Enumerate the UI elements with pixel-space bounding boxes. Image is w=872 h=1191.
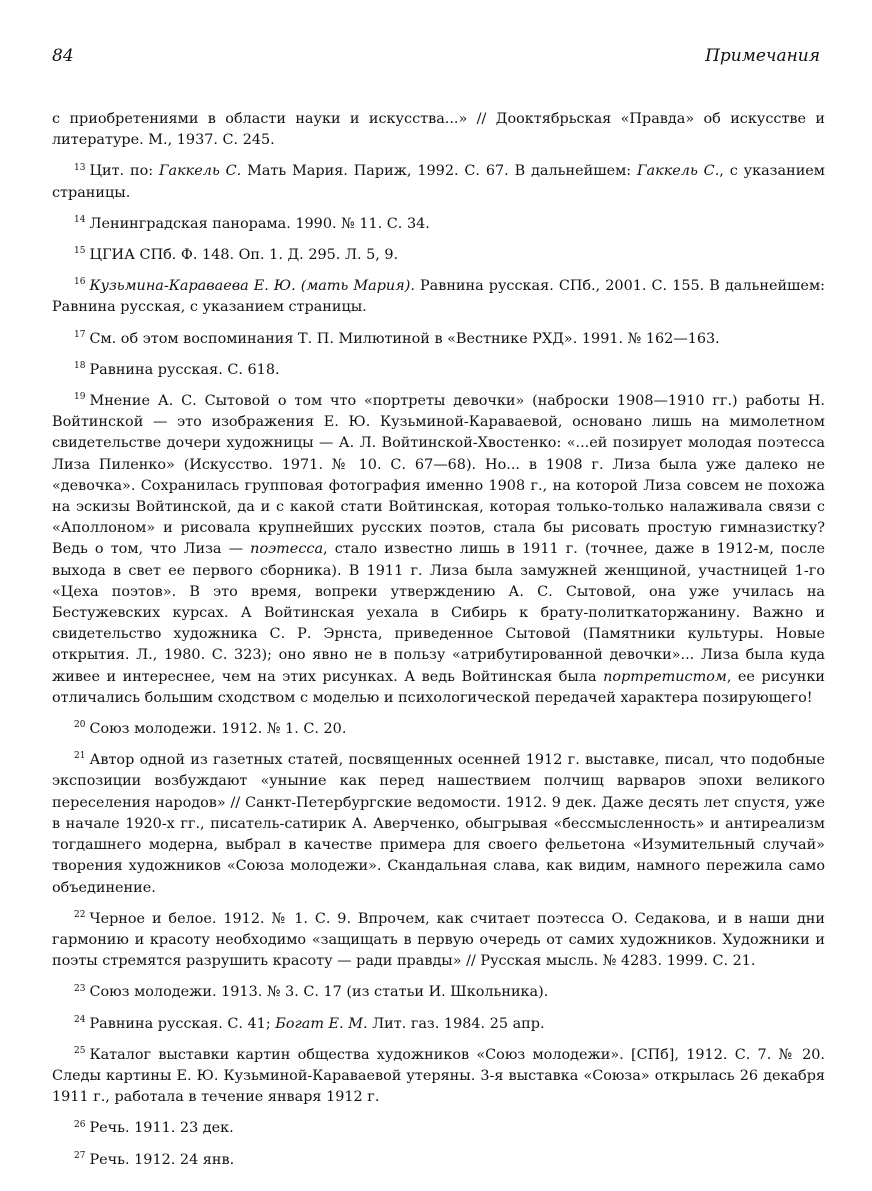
note-14 <box>52 214 825 235</box>
note-number: 19 <box>74 392 86 403</box>
note-text: Равнина русская. С. 41; <box>89 1015 276 1032</box>
note-text: Союз молодежи. 1913. № 3. С. 17 (из статьи И. Школьника). <box>89 984 549 1001</box>
note-21 <box>52 750 825 898</box>
note-text: Мать Мария. Париж, 1992. С. 67. В дальнейшем: <box>241 163 637 180</box>
note-text: Автор одной из газетных статей, посвященных осенней 1912 г. выставке, писал, что подобные экспозиции возбуждают «уныние как перед нашествием полчищ варваров эпохи великого переселения народов» // Санкт-Петербургские ведомости. 1912. 9 дек. Даже десять лет спустя, уже в начале 1920-х гг., писатель-сатирик А. Аверченко, обыгрывая «бессмысленность» и антиреализм тогдашнего модерна, выбрал в качестве примера для своего фельетона «Изумительный случай» творения художников «Союза молодежи». Скандальная слава, как видим, намного пережила само объединение. <box>52 752 825 896</box>
page-number: 84 <box>52 46 74 66</box>
note-text: Каталог выставки картин общества художников «Союз молодежи». [СПб], 1912. С. 7. № 20. Следы картины Е. Ю. Кузьминой-Караваевой утеряны. 3-я выставка «Союза» открылась 26 декабря 1911 г., работала в течение января 1912 г. <box>52 1046 825 1106</box>
running-head: Примечания <box>705 46 820 66</box>
note-number: 21 <box>74 751 86 762</box>
note-text: Лит. газ. 1984. 25 апр. <box>367 1015 545 1032</box>
note-number: 15 <box>74 246 86 257</box>
note-text: Мнение А. С. Сытовой о том что «портреты девочки» (наброски 1908—1910 гг.) работы Н. Войтинской — это изображения Е. Ю. Кузьминой-Караваевой, основано лишь на мимолетном свидетельстве дочери художницы — А. Л. Войтинской-Хвостенко: «...ей позирует молодая поэтесса Лиза Пиленко» (Искусство. 1971. № 10. С. 67—68). Но... в 1908 г. Лиза была уже далеко не «девочка». Сохранилась групповая фотография именно 1908 г., на которой Лиза совсем не похожа на эскизы Войтинской, да и с какой стати Войтинская, которая только-только налаживала связи с «Аполлоном» и рисовала крупнейших русских поэтов, стала бы рисовать простую гимназистку? Ведь о том, что Лиза — <box>52 393 825 558</box>
note-number: 24 <box>74 1014 86 1025</box>
emphasis: портретистом <box>603 668 727 685</box>
note-number: 16 <box>74 277 86 288</box>
note-continuation <box>52 109 825 151</box>
author-name: Богат Е. М. <box>275 1015 368 1032</box>
note-number: 26 <box>74 1119 86 1130</box>
note-15 <box>52 245 825 266</box>
note-text: Равнина русская. СПб., 2001. С. 155. В дальнейшем: Равнина русская, с указанием страницы. <box>52 278 825 316</box>
note-19 <box>52 391 825 709</box>
note-18 <box>52 360 825 381</box>
note-number: 17 <box>74 329 86 340</box>
note-text: Ленинградская панорама. 1990. № 11. С. 34. <box>89 215 430 232</box>
note-number: 20 <box>74 720 86 731</box>
note-text: Речь. 1911. 23 дек. <box>89 1120 234 1137</box>
note-text: Речь. 1912. 24 янв. <box>89 1151 235 1168</box>
note-text: Равнина русская. С. 618. <box>89 361 280 378</box>
note-number: 25 <box>74 1045 86 1056</box>
note-number: 14 <box>74 215 86 226</box>
endnotes <box>52 109 825 1181</box>
note-number: 23 <box>74 983 86 994</box>
note-20 <box>52 719 825 740</box>
note-16 <box>52 276 825 318</box>
note-number: 13 <box>74 162 86 173</box>
note-number: 27 <box>74 1150 86 1161</box>
note-26 <box>52 1118 825 1139</box>
emphasis: поэтесса <box>250 541 324 558</box>
note-text: , стало известно лишь в 1911 г. (точнее, даже в 1912-м, после выхода в свет ее первого сборника). В 1911 г. Лиза была замужней женщиной, участницей 1-го «Цеха поэтов». В это время, вопреки утверждению А. С. Сытовой, она уже училась на Бестужевских курсах. А Войтинская уехала в Сибирь к брату-политкаторжанину. Важно и свидетельство художника С. Р. Эрнста, приведенное Сытовой (Памятники культуры. Новые открытия. Л., 1980. С. 323); оно явно не в пользу «атрибутированной девочки»... Лиза была куда живее и интереснее, чем на этих рисунках. А ведь Войтинская была <box>52 541 825 685</box>
note-number: 22 <box>74 909 86 920</box>
note-27 <box>52 1150 825 1171</box>
note-text: Союз молодежи. 1912. № 1. С. 20. <box>89 721 347 738</box>
note-text: , с указанием страницы. <box>52 163 825 201</box>
note-text: Черное и белое. 1912. № 1. С. 9. Впрочем, как считает поэтесса О. Седакова, и в наши дни гармонию и красоту необходимо «защищать в первую очередь от самих художников. Художники и поэты стремятся разрушить красоту — ради правды» // Русская мысль. № 4283. 1999. С. 21. <box>52 910 825 970</box>
note-text: , ее рисунки отличались большим сходством с моделью и психологической передачей характера позирующего! <box>52 668 825 706</box>
note-text: с приобретениями в области науки и искусства...» // Дооктябрьская «Правда» об искусстве и литературе. М., 1937. С. 245. <box>52 111 825 149</box>
author-name: Кузьмина-Караваева Е. Ю. (мать Мария). <box>89 278 415 295</box>
note-17 <box>52 329 825 350</box>
note-24 <box>52 1014 825 1035</box>
note-25 <box>52 1045 825 1109</box>
note-text: См. об этом воспоминания Т. П. Милютиной в «Вестнике РХД». 1991. № 162—163. <box>89 330 720 347</box>
note-number: 18 <box>74 361 86 372</box>
note-22 <box>52 909 825 973</box>
note-13 <box>52 161 825 203</box>
page-header <box>52 46 820 70</box>
author-name: Гаккель С. <box>158 163 242 180</box>
note-text: Цит. по: <box>89 163 159 180</box>
note-text: ЦГИА СПб. Ф. 148. Оп. 1. Д. 295. Л. 5, 9. <box>89 247 399 264</box>
author-name: Гаккель С. <box>637 163 720 180</box>
note-23 <box>52 982 825 1003</box>
